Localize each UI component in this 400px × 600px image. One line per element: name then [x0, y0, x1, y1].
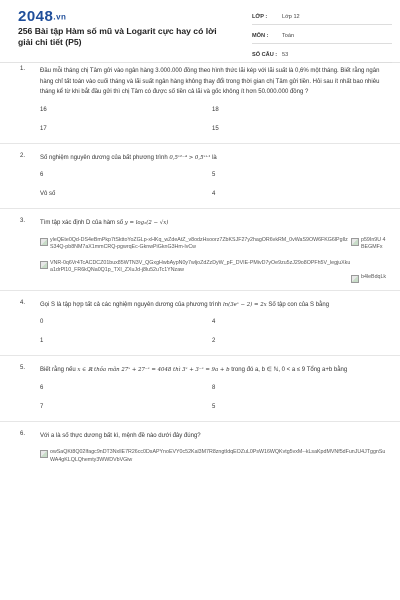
- answer-option-b[interactable]: 5: [212, 172, 216, 178]
- question-text-after: Số tập con của S bằng: [268, 301, 330, 308]
- question-text: [40, 218, 386, 229]
- question-3: [0, 218, 400, 283]
- math-expression: ln(3eˣ − 2) = 2x: [222, 301, 267, 308]
- question-number: 3.: [20, 218, 26, 224]
- logo-suffix: .vn: [53, 12, 67, 22]
- question-2: [0, 153, 400, 202]
- image-alt-text: b4leBdqLk: [361, 273, 386, 280]
- answer-image-row: [40, 237, 386, 252]
- question-text: Đầu mỗi tháng chị Tâm gửi vào ngân hàng 3.000.000 đồng theo hình thức lãi kép với lãi suất là 0,6% một tháng. Biết rằng ngân hàng chỉ tất toán vào cuối tháng và lãi suất ngân hàng không thay đổi trong thời gian chị Tâm gửi tiền. Hỏi sau ít nhất bao nhiêu tháng kể từ khi bắt đầu gửi thì chị Tâm có được số tiền cả lãi và gốc không ít hơn 50.000.000 đồng ?: [40, 68, 380, 95]
- meta-value: Toán: [282, 33, 295, 39]
- answer-image-row: [40, 449, 386, 464]
- broken-image-option[interactable]: [40, 237, 351, 252]
- image-alt-text: yleQEte0Qd-DS4eBmPkp7tSkttoYoZGLp-xHKq_wZdeAtZ_v8odzHsoorz7ZbKSJF27y2hagOR6vkRM_0vWaS9OW6FKG6lPgIlzS34Q-pb8NM7aX1mmCRQ-pgwrqEc-GknwPiGknG3Hm-lvCw: [50, 236, 348, 250]
- answer-option-d[interactable]: 15: [212, 125, 219, 132]
- answer-option-b[interactable]: 4: [212, 319, 216, 325]
- logo-text: 2048: [18, 8, 54, 25]
- question-text-after: trong đó a, b ∈ ℕ, 0 < a ≤ 9 Tổng a+b bằng: [231, 367, 348, 373]
- answer-option-a[interactable]: 16: [40, 106, 47, 113]
- answer-option-c[interactable]: Vô số: [40, 191, 56, 197]
- site-logo[interactable]: [18, 8, 66, 25]
- meta-value: 53: [282, 52, 289, 58]
- document-header: [0, 0, 400, 63]
- question-1: [0, 66, 400, 136]
- document-title: 256 Bài tập Hàm số mũ và Logarit cực hay có lời giải chi tiết (P5): [18, 26, 217, 47]
- question-text-before: Số nghiệm nguyên dương của bất phương trình: [40, 154, 168, 161]
- broken-image-option[interactable]: [40, 260, 351, 283]
- answer-option-c[interactable]: 7: [40, 403, 44, 410]
- broken-image-icon: [40, 238, 48, 246]
- broken-image-icon: [40, 261, 48, 269]
- broken-image-option[interactable]: [40, 449, 386, 464]
- divider: [0, 143, 400, 144]
- answer-option-a[interactable]: 6: [40, 172, 44, 178]
- answer-option-b[interactable]: 8: [212, 384, 216, 391]
- question-6: [0, 431, 400, 465]
- question-number: 4.: [20, 299, 26, 306]
- broken-image-icon: [351, 275, 359, 283]
- meta-label: LỚP :: [252, 14, 268, 20]
- question-list: [0, 66, 400, 464]
- answer-option-d[interactable]: 4: [212, 191, 216, 197]
- answer-option-c[interactable]: 1: [40, 338, 44, 344]
- answer-option-d[interactable]: 5: [212, 403, 216, 410]
- broken-image-icon: [40, 450, 48, 458]
- question-number: 5.: [20, 365, 26, 371]
- broken-image-icon: [351, 238, 359, 246]
- math-expression: y = log₂(2 − √x): [124, 220, 169, 226]
- question-5: [0, 365, 400, 414]
- answer-options: [40, 319, 386, 348]
- divider: [0, 355, 400, 356]
- image-alt-text: VNR-0q6Vr4TcACDCZ01bux85WTN3V_QGxgHwbAypN0y7wljoZdZzDyW_pF_DVIE-PMivD7yOe9zu5zJ29o8OPFh5V_legjuXkua1drPl10_FR6kQNa0Q1p_TXI_ZXuJd-j8lu52uTc1YNzaw: [50, 259, 351, 273]
- question-text: [40, 365, 386, 376]
- meta-row-subject: [252, 29, 392, 44]
- meta-value: Lớp 12: [282, 14, 300, 20]
- math-expression: 0,5ˣ²⁻⁴ > 0,5ˣ⁺¹: [169, 154, 211, 161]
- answer-image-row: [40, 260, 386, 283]
- meta-row-count: [252, 48, 392, 63]
- answer-options: [40, 107, 386, 136]
- answer-option-d[interactable]: 2: [212, 338, 216, 344]
- question-text-after: là: [212, 154, 217, 161]
- question-text-before: Tìm tập xác định D của hàm số: [40, 220, 124, 226]
- meta-label: MÔN :: [252, 33, 269, 39]
- question-number: 2.: [20, 152, 26, 159]
- question-text-before: Gọi S là tập hợp tất cả các nghiệm nguyên dương của phương trình: [40, 301, 222, 308]
- answer-option-a[interactable]: 6: [40, 384, 44, 391]
- question-4: [0, 300, 400, 349]
- question-text: [40, 153, 386, 164]
- answer-option-c[interactable]: 17: [40, 125, 47, 132]
- image-alt-text: owSaQKt8Q02Ifagc9nDT3NxllE7R26cc0DsAPYnoEVY0c52Kal3M7R8zngtIdqEOZuL0PsW16WQKvtg5vxM--kLsaKpdMVNf5dFunJU4JTggnSuWA4gKLQLQhemty3WWDVbVGiw: [50, 449, 386, 463]
- answer-options: [40, 172, 386, 201]
- broken-image-option[interactable]: [351, 237, 386, 252]
- divider: [0, 208, 400, 209]
- question-text: Với a là số thực dương bất kì, mệnh đề nào dưới đây đúng?: [40, 432, 201, 439]
- answer-options: [40, 385, 386, 414]
- meta-row-class: [252, 10, 392, 25]
- answer-option-a[interactable]: 0: [40, 319, 44, 325]
- broken-image-option[interactable]: [351, 274, 386, 283]
- question-text-before: Biết rằng nếu: [40, 367, 76, 373]
- answer-option-b[interactable]: 18: [212, 106, 219, 113]
- question-number: 6.: [20, 430, 26, 437]
- question-text: [40, 300, 386, 311]
- divider: [0, 421, 400, 422]
- meta-label: SỐ CÂU :: [252, 52, 278, 58]
- divider: [0, 290, 400, 291]
- math-expression: x ∈ ℝ thỏa mãn 27ˣ + 27⁻ˣ = 4048 thì 3ˣ + 3⁻ˣ = 9a + b: [77, 367, 230, 373]
- question-number: 1.: [20, 66, 26, 72]
- image-alt-text: p59In9U 4BEGMFx: [361, 236, 386, 250]
- document-meta: [252, 10, 392, 67]
